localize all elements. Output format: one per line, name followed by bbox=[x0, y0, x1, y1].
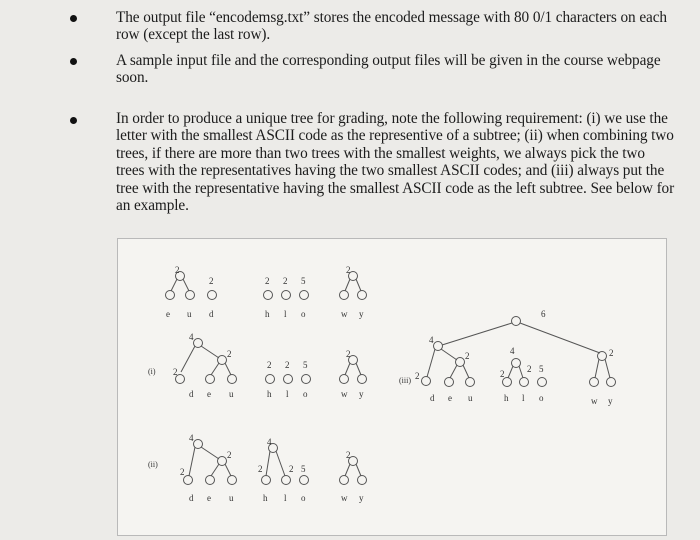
leaf-letter: l bbox=[284, 493, 287, 503]
node-weight: 5 bbox=[301, 276, 306, 286]
leaf-letter: d bbox=[209, 309, 214, 319]
tree-node bbox=[184, 476, 193, 485]
paragraph-output-file: The output file “encodemsg.txt” stores the encoded message with 80 0/1 characters on each row (except the last row). bbox=[116, 9, 667, 44]
node-weight: 2 bbox=[283, 276, 288, 286]
tree-node bbox=[166, 291, 175, 300]
tree-node bbox=[282, 476, 291, 485]
tree-node bbox=[206, 476, 215, 485]
node-weight: 2 bbox=[465, 351, 470, 361]
leaf-letter: e bbox=[207, 493, 211, 503]
leaf-letter: d bbox=[189, 493, 194, 503]
node-weight: 6 bbox=[541, 309, 546, 319]
node-weight: 2 bbox=[175, 265, 180, 275]
paragraph-requirements: In order to produce a unique tree for grading, note the following requirement: (i) we use the letter with the smallest ASCII code as the representive of a subtree; (ii) when combining two trees, if there are more than two trees with the smallest weights, we always pick the two trees with the representatives having the two smallest ASCII codes; and (iii) always put the tree with the representative having the smallest ASCII code as the left subtree. See below for an example. bbox=[116, 110, 675, 215]
leaf-letter: u bbox=[229, 389, 234, 399]
tree-node bbox=[206, 375, 215, 384]
leaf-letter: o bbox=[301, 309, 306, 319]
node-weight: 2 bbox=[173, 367, 178, 377]
node-weight: 2 bbox=[209, 276, 214, 286]
node-weight: 4 bbox=[429, 335, 434, 345]
leaf-letter: e bbox=[207, 389, 211, 399]
leaf-letter: d bbox=[430, 393, 435, 403]
tree-node bbox=[228, 375, 237, 384]
leaf-letter: e bbox=[448, 393, 452, 403]
leaf-letter: w bbox=[591, 396, 598, 406]
tree-node bbox=[358, 375, 367, 384]
tree-node bbox=[264, 291, 273, 300]
tree-node bbox=[284, 375, 293, 384]
node-weight: 2 bbox=[285, 360, 290, 370]
node-weight: 2 bbox=[346, 265, 351, 275]
node-weight: 2 bbox=[500, 369, 505, 379]
node-weight: 4 bbox=[189, 332, 194, 342]
leaf-letter: l bbox=[286, 389, 289, 399]
node-weight: 4 bbox=[267, 437, 272, 447]
tree-node bbox=[282, 291, 291, 300]
tree-node bbox=[445, 378, 454, 387]
leaf-letter: o bbox=[303, 389, 308, 399]
tree-node bbox=[262, 476, 271, 485]
node-weight: 2 bbox=[415, 371, 420, 381]
tree-node bbox=[607, 378, 616, 387]
tree-node bbox=[302, 375, 311, 384]
leaf-letter: y bbox=[359, 493, 364, 503]
tree-node bbox=[300, 291, 309, 300]
leaf-letter: h bbox=[504, 393, 509, 403]
huffman-tree-diagram bbox=[118, 239, 666, 535]
tree-node bbox=[300, 476, 309, 485]
bullet-dot bbox=[70, 15, 77, 22]
tree-row-1 bbox=[148, 332, 367, 399]
leaf-letter: y bbox=[608, 396, 613, 406]
tree-row-2 bbox=[148, 433, 367, 503]
leaf-letter: w bbox=[341, 309, 348, 319]
bullet-dot bbox=[70, 58, 77, 65]
leaf-letter: o bbox=[539, 393, 544, 403]
node-weight: 2 bbox=[258, 464, 263, 474]
tree-node bbox=[340, 476, 349, 485]
tree-node bbox=[228, 476, 237, 485]
node-weight: 2 bbox=[265, 276, 270, 286]
leaf-letter: u bbox=[187, 309, 192, 319]
tree-node bbox=[186, 291, 195, 300]
node-weight: 2 bbox=[227, 450, 232, 460]
step-label: (iii) bbox=[399, 376, 411, 385]
tree-node bbox=[340, 291, 349, 300]
tree-node bbox=[512, 317, 521, 326]
tree-node bbox=[538, 378, 547, 387]
tree-node bbox=[358, 291, 367, 300]
leaf-letter: w bbox=[341, 493, 348, 503]
node-weight: 2 bbox=[527, 364, 532, 374]
leaf-letter: h bbox=[263, 493, 268, 503]
huffman-tree-figure bbox=[117, 238, 667, 536]
tree-node bbox=[590, 378, 599, 387]
node-weight: 2 bbox=[346, 450, 351, 460]
step-label: (ii) bbox=[148, 460, 158, 469]
node-weight: 4 bbox=[510, 346, 515, 356]
leaf-letter: u bbox=[229, 493, 234, 503]
node-weight: 2 bbox=[346, 349, 351, 359]
node-weight: 5 bbox=[301, 464, 306, 474]
tree-node bbox=[266, 375, 275, 384]
node-weight: 4 bbox=[189, 433, 194, 443]
leaf-letter: y bbox=[359, 389, 364, 399]
node-weight: 2 bbox=[609, 348, 614, 358]
tree-row-0 bbox=[166, 265, 367, 319]
tree-node bbox=[520, 378, 529, 387]
tree-node bbox=[358, 476, 367, 485]
leaf-letter: e bbox=[166, 309, 170, 319]
paragraph-sample-input: A sample input file and the corresponding output files will be given in the course webpage soon. bbox=[116, 52, 661, 87]
leaf-letter: h bbox=[267, 389, 272, 399]
node-weight: 2 bbox=[267, 360, 272, 370]
final-tree bbox=[399, 309, 616, 406]
tree-node bbox=[340, 375, 349, 384]
leaf-letter: w bbox=[341, 389, 348, 399]
tree-node bbox=[422, 377, 431, 386]
node-weight: 2 bbox=[289, 464, 294, 474]
tree-node bbox=[208, 291, 217, 300]
leaf-letter: d bbox=[189, 389, 194, 399]
tree-node bbox=[466, 378, 475, 387]
leaf-letter: y bbox=[359, 309, 364, 319]
leaf-letter: l bbox=[522, 393, 525, 403]
node-weight: 5 bbox=[303, 360, 308, 370]
leaf-letter: h bbox=[265, 309, 270, 319]
leaf-letter: u bbox=[468, 393, 473, 403]
node-weight: 5 bbox=[539, 364, 544, 374]
node-weight: 2 bbox=[227, 349, 232, 359]
step-label: (i) bbox=[148, 367, 156, 376]
node-weight: 2 bbox=[180, 467, 185, 477]
leaf-letter: o bbox=[301, 493, 306, 503]
bullet-dot bbox=[70, 117, 77, 124]
leaf-letter: l bbox=[284, 309, 287, 319]
